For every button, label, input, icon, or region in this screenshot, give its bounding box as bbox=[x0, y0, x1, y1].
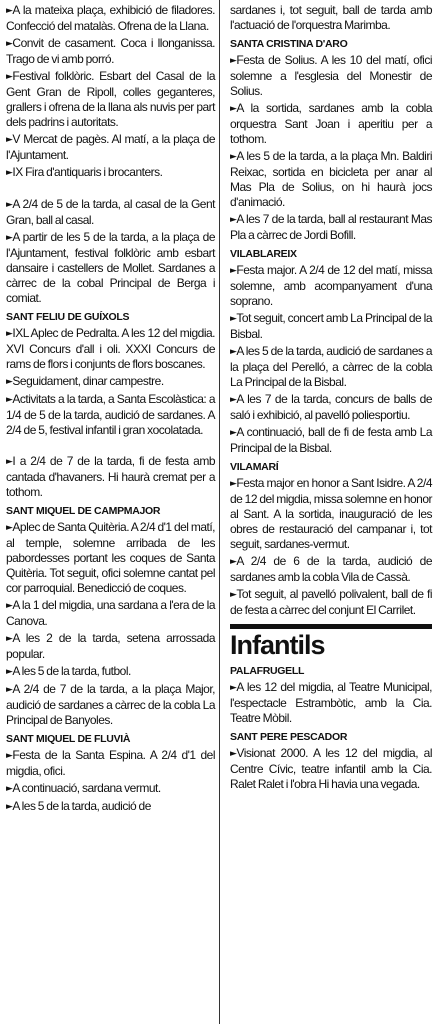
listing-entry bbox=[6, 631, 215, 662]
entry-text: A la mateixa plaça, exhibició de filadores. Confecció del matalàs. Ofrena de la Llana. bbox=[6, 3, 215, 33]
bullet-arrow-icon: ► bbox=[6, 329, 13, 339]
listing-entry bbox=[230, 746, 432, 792]
bullet-arrow-icon: ► bbox=[230, 590, 237, 600]
entry-text: Festival folklòric. Esbart del Casal de la Gent Gran de Ripoll, colles geganteres, grallers i ofrena de la llana als nuvis per part dels padrins i autoritats. bbox=[6, 69, 215, 129]
right-column bbox=[224, 0, 436, 1024]
bullet-arrow-icon: ► bbox=[6, 802, 13, 812]
listing-entry bbox=[6, 3, 215, 34]
listing-entry bbox=[6, 598, 215, 629]
listing-entry-continuation: sardanes i, tot seguit, ball de tarda amb l'actuació de l'orquestra Marimba. bbox=[230, 3, 432, 32]
entry-text: Festa major. A 2/4 de 12 del matí, missa solemne, amb acompanyament d'una soprano. bbox=[230, 263, 432, 308]
section-heading: SANT FELIU DE GUÍXOLS bbox=[6, 311, 130, 323]
entry-text: Festa de Solius. A les 10 del matí, ofici solemne a l'esglesia del Monestir de Solius. bbox=[230, 53, 432, 98]
entry-text: A les 12 del migdia, al Teatre Municipal, l'espectacle Estrambòtic, amb la Cia. Teatre Mòbil. bbox=[230, 680, 432, 725]
entry-text: A les 5 de la tarda, futbol. bbox=[12, 664, 131, 678]
section-heading: PALAFRUGELL bbox=[230, 665, 305, 677]
bullet-arrow-icon: ► bbox=[6, 634, 13, 644]
section-heading: SANT MIQUEL DE CAMPMAJOR bbox=[6, 505, 161, 517]
listing-entry bbox=[230, 101, 432, 147]
entry-text: Convit de casament. Coca i llonganissa. Trago de vi amb porró. bbox=[6, 36, 215, 66]
entry-text: Tot seguit, al pavelló polivalent, ball de fi de festa a càrrec del conjunt El Carrilet. bbox=[230, 587, 432, 617]
bullet-arrow-icon: ► bbox=[230, 749, 237, 759]
entry-text: A la sortida, sardanes amb la cobla orquestra Sant Joan i aperitiu per a tothom. bbox=[230, 101, 432, 146]
entry-text: A 2/4 de 5 de la tarda, al casal de la Gent Gran, ball al casal. bbox=[6, 197, 215, 227]
listing-entry bbox=[6, 374, 215, 390]
section-heading: SANT PERE PESCADOR bbox=[230, 731, 348, 743]
bullet-arrow-icon: ► bbox=[6, 751, 13, 761]
entry-text: A les 5 de la tarda, audició de sardanes a la plaça del Perelló, a càrrec de la cobla La Principal de la Bisbal. bbox=[230, 344, 432, 389]
section-heading: VILABLAREIX bbox=[230, 248, 297, 260]
bullet-arrow-icon: ► bbox=[6, 395, 13, 405]
listing-entry bbox=[230, 149, 432, 210]
entry-text: A 2/4 de 7 de la tarda, a la plaça Major, audició de sardanes a càrrec de la cobla La Principal de Banyoles. bbox=[6, 682, 215, 727]
entry-text: A partir de les 5 de la tarda, a la plaça de l'Ajuntament, festival folklòric amb esbart dansaire i castellers de Mollet. Sardanes a càrrec de la cobal Principal de Berga i comiat. bbox=[6, 230, 215, 305]
bullet-arrow-icon: ► bbox=[230, 557, 237, 567]
listing-entry bbox=[6, 69, 215, 130]
bullet-arrow-icon: ► bbox=[6, 601, 13, 611]
section-heading: SANT MIQUEL DE FLUVIÀ bbox=[6, 733, 131, 745]
entry-text: A les 2 de la tarda, setena arrossada popular. bbox=[6, 631, 215, 661]
listing-entry bbox=[230, 212, 432, 243]
entry-text: V Mercat de pagès. Al matí, a la plaça de l'Ajuntament. bbox=[6, 132, 215, 162]
bullet-arrow-icon: ► bbox=[6, 39, 13, 49]
bullet-arrow-icon: ► bbox=[230, 152, 237, 162]
listing-entry bbox=[230, 425, 432, 456]
entry-text: I a 2/4 de 7 de la tarda, fi de festa amb cantada d'havaners. Hi haurà cremat per a tothom. bbox=[6, 454, 215, 499]
section-heading: SANTA CRISTINA D'ARO bbox=[230, 38, 348, 50]
entry-text: A les 5 de la tarda, a la plaça Mn. Baldiri Reixac, sortida en bicicleta per anar al Mas Pla de Solius, on hi haurà jocs d'animació. bbox=[230, 149, 432, 209]
section-heading: VILAMARÍ bbox=[230, 461, 279, 473]
listing-entry bbox=[6, 664, 215, 680]
listing-entry bbox=[230, 680, 432, 726]
entry-text: Aplec de Santa Quitèria. A 2/4 d'1 del matí, al temple, solemne arribada de les pabordesses portant les coques de Santa Quitèria. Tot seguit, ofici solemne cantat pel cor parroquial. Benedicció de coques. bbox=[6, 520, 215, 595]
listing-entry bbox=[6, 799, 215, 815]
bullet-arrow-icon: ► bbox=[6, 6, 13, 16]
listing-entry bbox=[230, 311, 432, 342]
bullet-arrow-icon: ► bbox=[6, 72, 13, 82]
bullet-arrow-icon: ► bbox=[230, 479, 237, 489]
spacer bbox=[6, 183, 215, 197]
listing-entry bbox=[6, 197, 215, 228]
listing-entry bbox=[6, 520, 215, 596]
listing-entry bbox=[230, 344, 432, 390]
bullet-arrow-icon: ► bbox=[6, 784, 13, 794]
listing-entry bbox=[6, 230, 215, 306]
listing-entry bbox=[6, 682, 215, 728]
listing-entry bbox=[230, 53, 432, 99]
spacer bbox=[6, 440, 215, 454]
bullet-arrow-icon: ► bbox=[6, 377, 13, 387]
listing-entry bbox=[6, 781, 215, 797]
bullet-arrow-icon: ► bbox=[6, 667, 13, 677]
entry-text: A continuació, sardana vermut. bbox=[12, 781, 161, 795]
listing-entry bbox=[6, 36, 215, 67]
bullet-arrow-icon: ► bbox=[6, 135, 13, 145]
listing-entry bbox=[6, 326, 215, 372]
bullet-arrow-icon: ► bbox=[230, 347, 237, 357]
column-divider bbox=[219, 0, 220, 1024]
listing-entry bbox=[6, 748, 215, 779]
entry-text: Visionat 2000. A les 12 del migdia, al Centre Cívic, teatre infantil amb la Cia. Ralet Ralet i l'obra Hi havia una vegada. bbox=[230, 746, 432, 791]
entry-text: Festa de la Santa Espina. A 2/4 d'1 del migdia, ofici. bbox=[6, 748, 215, 778]
bullet-arrow-icon: ► bbox=[230, 266, 237, 276]
bullet-arrow-icon: ► bbox=[230, 395, 237, 405]
entry-text: A les 5 de la tarda, audició de bbox=[12, 799, 151, 813]
entry-text: Activitats a la tarda, a Santa Escolàstica: a 1/4 de 5 de la tarda, audició de sardanes. A 2/4 de 5, festival infantil i gran xocolatada. bbox=[6, 392, 215, 437]
entry-text: A les 7 de la tarda, concurs de balls de saló i exhibició, al pavelló poliesportiu. bbox=[230, 392, 432, 422]
bullet-arrow-icon: ► bbox=[230, 428, 237, 438]
entry-text: A continuació, ball de fi de festa amb La Principal de la Bisbal. bbox=[230, 425, 432, 455]
bullet-arrow-icon: ► bbox=[230, 683, 237, 693]
listing-entry bbox=[230, 554, 432, 585]
infantils-section-title: Infantils bbox=[230, 624, 432, 660]
entry-text: A 2/4 de 6 de la tarda, audició de sardanes amb la cobla Vila de Cassà. bbox=[230, 554, 432, 584]
listing-entry bbox=[230, 587, 432, 618]
listing-entry bbox=[230, 263, 432, 309]
bullet-arrow-icon: ► bbox=[230, 104, 237, 114]
entry-text: A la 1 del migdia, una sardana a l'era de la Canova. bbox=[6, 598, 215, 628]
bullet-arrow-icon: ► bbox=[6, 457, 13, 467]
entry-text: IX Fira d'antiquaris i brocanters. bbox=[12, 165, 163, 179]
listing-entry bbox=[6, 165, 215, 181]
bullet-arrow-icon: ► bbox=[230, 56, 237, 66]
listing-entry bbox=[6, 132, 215, 163]
entry-text: Seguidament, dinar campestre. bbox=[12, 374, 164, 388]
entry-text: IXL Aplec de Pedralta. A les 12 del migdia. XVI Concurs d'all i oli. XXXI Concurs de rams de flors i conjunts de flors boscanes. bbox=[6, 326, 215, 371]
entry-text: Festa major en honor a Sant Isidre. A 2/4 de 12 del migdia, missa solemne en honor al Sant. A la sortida, inauguració de les obres de restauració del campanar i, tot seguit, sardanes-vermut. bbox=[230, 476, 432, 551]
bullet-arrow-icon: ► bbox=[6, 523, 13, 533]
bullet-arrow-icon: ► bbox=[6, 168, 13, 178]
bullet-arrow-icon: ► bbox=[230, 215, 237, 225]
entry-text: A les 7 de la tarda, ball al restaurant Mas Pla a càrrec de Jordi Bofill. bbox=[230, 212, 432, 242]
listing-entry bbox=[6, 454, 215, 500]
listing-entry bbox=[230, 392, 432, 423]
listing-entry bbox=[6, 392, 215, 438]
entry-text: Tot seguit, concert amb La Principal de la Bisbal. bbox=[230, 311, 432, 341]
listing-entry bbox=[230, 476, 432, 552]
bullet-arrow-icon: ► bbox=[6, 685, 13, 695]
bullet-arrow-icon: ► bbox=[6, 200, 13, 210]
bullet-arrow-icon: ► bbox=[6, 233, 13, 243]
bullet-arrow-icon: ► bbox=[230, 314, 237, 324]
